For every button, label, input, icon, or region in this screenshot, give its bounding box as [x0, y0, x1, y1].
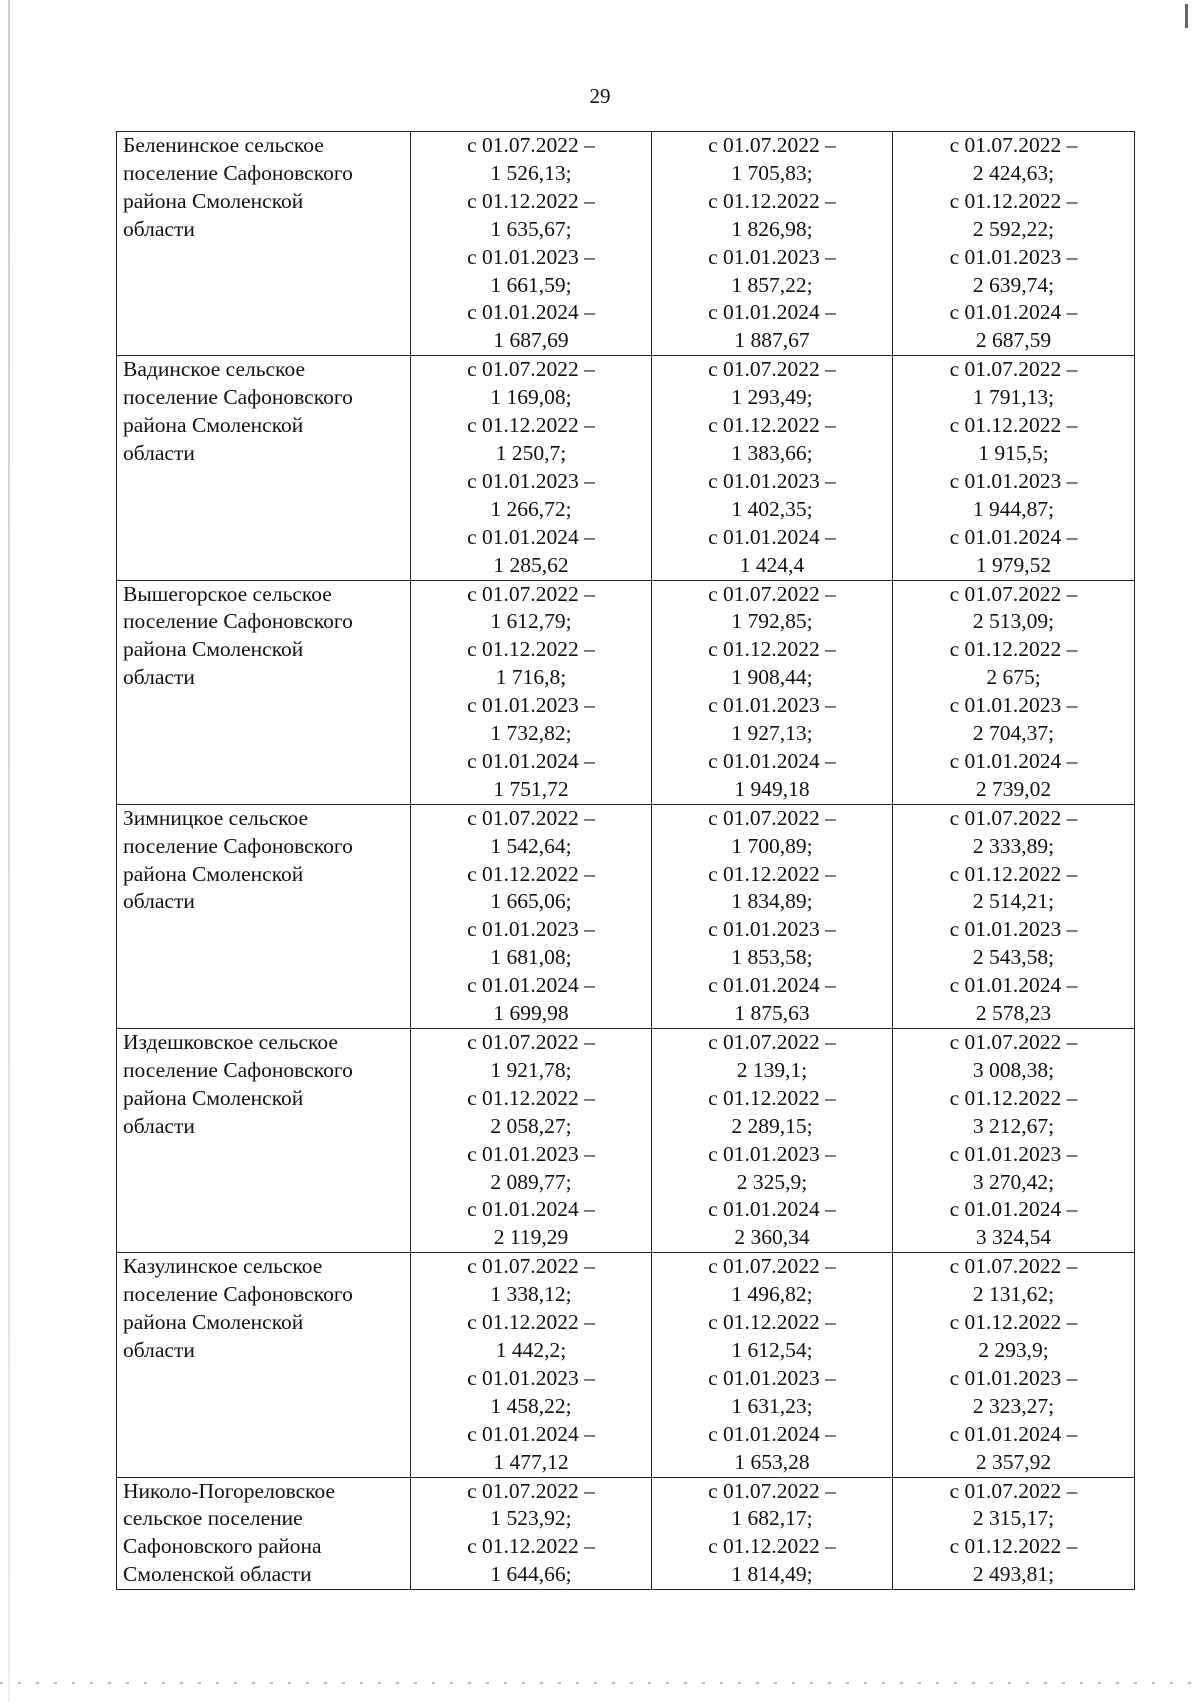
tariff-line: 2 323,27; — [972, 1393, 1055, 1418]
tariff-line: 1 631,23; — [731, 1393, 813, 1418]
settlement-name-line: района Смоленской — [123, 1085, 304, 1110]
tariff-cell-col3 — [893, 804, 1135, 1028]
tariff-line: с 01.01.2024 – — [949, 524, 1078, 549]
table-row — [117, 1477, 1135, 1590]
tariff-line: 1 338,12; — [490, 1282, 572, 1307]
tariff-line: 1 834,89; — [731, 889, 813, 914]
tariff-line: 1 687,69 — [493, 328, 569, 353]
tariff-line: с 01.12.2022 – — [467, 637, 595, 662]
tariff-line: с 01.07.2022 – — [949, 1030, 1078, 1054]
settlement-name-cell — [117, 1477, 411, 1590]
table-row — [117, 1029, 1135, 1253]
tariff-line: 1 887,67 — [734, 328, 810, 353]
settlement-name-line: Беленинское сельское — [123, 133, 324, 157]
tariff-cell-col1 — [411, 132, 652, 356]
tariff-line: 1 681,08; — [490, 945, 572, 970]
tariff-line: с 01.01.2023 – — [467, 693, 595, 718]
settlement-name-line: района Смоленской — [123, 637, 304, 662]
tariff-line: 1 402,35; — [731, 496, 813, 521]
tariff-line: с 01.01.2024 – — [467, 1421, 595, 1446]
tariff-line: с 01.01.2023 – — [949, 693, 1078, 718]
tariff-line: 1 458,22; — [490, 1393, 572, 1418]
scan-edge-bottom — [0, 1682, 1200, 1684]
tariff-line: с 01.01.2024 – — [708, 748, 836, 773]
tariff-line: с 01.07.2022 – — [949, 357, 1078, 382]
tariff-line: с 01.01.2024 – — [949, 300, 1078, 325]
tariff-line: с 01.12.2022 – — [467, 861, 595, 886]
tariff-line: 2 578,23 — [975, 1001, 1052, 1026]
tariff-line: с 01.01.2023 – — [949, 917, 1078, 942]
tariff-line: с 01.01.2023 – — [949, 468, 1078, 493]
settlement-name-line: сельское поселение — [123, 1506, 303, 1531]
tariff-line: 1 949,18 — [734, 776, 810, 801]
tariff-line: 1 700,89; — [731, 833, 813, 858]
table-row — [117, 804, 1135, 1028]
tariff-line: 2 119,29 — [493, 1225, 569, 1250]
scan-mark-top — [1185, 4, 1188, 28]
tariff-table — [116, 131, 1135, 1590]
tariff-line: 1 665,06; — [490, 889, 572, 914]
tariff-line: 1 875,63 — [734, 1001, 810, 1026]
table-row — [117, 132, 1135, 356]
tariff-cell-col2 — [652, 1253, 893, 1477]
tariff-line: 2 325,9; — [736, 1169, 808, 1194]
tariff-line: 2 592,22; — [972, 216, 1055, 241]
settlement-name-line: поселение Сафоновского — [123, 833, 353, 858]
tariff-line: с 01.01.2024 – — [949, 1421, 1078, 1446]
tariff-line: 1 526,13; — [490, 160, 572, 185]
tariff-line: 1 908,44; — [731, 665, 813, 690]
tariff-line: 1 915,5; — [978, 440, 1049, 465]
tariff-line: с 01.01.2023 – — [949, 1365, 1078, 1390]
tariff-line: с 01.07.2022 – — [708, 581, 836, 606]
tariff-line: с 01.07.2022 – — [708, 1254, 836, 1279]
tariff-line: с 01.12.2022 – — [467, 1085, 595, 1110]
tariff-line: с 01.07.2022 – — [708, 357, 836, 382]
settlement-name-cell — [117, 580, 411, 804]
tariff-line: 2 089,77; — [490, 1169, 572, 1194]
tariff-line: 1 682,17; — [731, 1506, 813, 1531]
tariff-line: 2 493,81; — [972, 1562, 1055, 1587]
tariff-line: с 01.01.2023 – — [949, 244, 1078, 269]
tariff-line: с 01.01.2023 – — [708, 1365, 836, 1390]
tariff-line: с 01.01.2023 – — [467, 917, 595, 942]
tariff-line: с 01.01.2023 – — [467, 468, 595, 493]
settlement-name-line: области — [123, 440, 195, 465]
tariff-line: 2 315,17; — [972, 1506, 1055, 1531]
tariff-line: с 01.12.2022 – — [708, 413, 836, 438]
tariff-cell-col3 — [893, 1477, 1135, 1590]
tariff-line: 1 635,67; — [490, 216, 572, 241]
settlement-name-line: Смоленской области — [123, 1562, 312, 1587]
tariff-line: 2 293,9; — [978, 1337, 1049, 1362]
tariff-cell-col3 — [893, 1253, 1135, 1477]
tariff-line: 1 424,4 — [739, 552, 805, 577]
tariff-line: 2 360,34 — [734, 1225, 810, 1250]
tariff-line: с 01.01.2023 – — [708, 693, 836, 718]
tariff-line: с 01.07.2022 – — [708, 1030, 836, 1054]
tariff-line: 1 612,79; — [490, 609, 572, 634]
tariff-line: 2 424,63; — [972, 160, 1055, 185]
tariff-line: 1 944,87; — [972, 496, 1055, 521]
tariff-line: 1 791,13; — [972, 385, 1055, 410]
tariff-line: 2 739,02 — [975, 776, 1052, 801]
tariff-line: с 01.07.2022 – — [467, 1478, 595, 1503]
tariff-line: с 01.01.2023 – — [708, 1141, 836, 1166]
tariff-line: 2 131,62; — [972, 1282, 1055, 1307]
settlement-name-line: Казулинское сельское — [123, 1254, 323, 1279]
settlement-name-line: поселение Сафоновского — [123, 609, 353, 634]
tariff-line: 1 266,72; — [490, 496, 572, 521]
tariff-line: 1 705,83; — [731, 160, 813, 185]
tariff-line: 3 008,38; — [972, 1057, 1055, 1082]
tariff-line: с 01.01.2023 – — [708, 917, 836, 942]
tariff-cell-col3 — [893, 580, 1135, 804]
settlement-name-line: района Смоленской — [123, 188, 304, 213]
tariff-line: с 01.01.2024 – — [467, 748, 595, 773]
tariff-line: с 01.01.2024 – — [467, 1197, 595, 1222]
tariff-line: с 01.01.2024 – — [467, 300, 595, 325]
settlement-name-line: Зимницкое сельское — [123, 805, 309, 830]
tariff-line: с 01.12.2022 – — [467, 413, 595, 438]
tariff-line: с 01.12.2022 – — [708, 188, 836, 213]
tariff-line: с 01.01.2024 – — [708, 973, 836, 998]
tariff-line: с 01.12.2022 – — [708, 1310, 836, 1335]
settlement-name-cell — [117, 804, 411, 1028]
tariff-cell-col2 — [652, 804, 893, 1028]
tariff-line: с 01.01.2023 – — [708, 244, 836, 269]
table-row — [117, 356, 1135, 580]
settlement-name-line: Вадинское сельское — [123, 357, 305, 382]
tariff-cell-col2 — [652, 132, 893, 356]
tariff-line: с 01.12.2022 – — [949, 188, 1078, 213]
tariff-line: с 01.01.2024 – — [949, 973, 1078, 998]
page-number: 29 — [589, 84, 611, 108]
tariff-cell-col3 — [893, 356, 1135, 580]
tariff-line: с 01.01.2024 – — [708, 300, 836, 325]
tariff-line: 1 699,98 — [493, 1001, 569, 1026]
tariff-line: с 01.01.2023 – — [467, 1141, 595, 1166]
tariff-line: с 01.07.2022 – — [467, 805, 595, 830]
tariff-line: 2 675; — [986, 665, 1041, 690]
tariff-line: с 01.12.2022 – — [467, 1534, 595, 1559]
settlement-name-cell — [117, 132, 411, 356]
settlement-name-line: поселение Сафоновского — [123, 385, 353, 410]
tariff-line: с 01.01.2024 – — [949, 748, 1078, 773]
tariff-line: с 01.07.2022 – — [467, 1030, 595, 1054]
tariff-line: с 01.07.2022 – — [467, 1254, 595, 1279]
tariff-line: 1 814,49; — [731, 1562, 813, 1587]
tariff-line: 1 442,2; — [495, 1337, 567, 1362]
tariff-line: с 01.07.2022 – — [467, 581, 595, 606]
tariff-line: 2 058,27; — [490, 1113, 572, 1138]
tariff-line: 1 661,59; — [490, 272, 572, 297]
tariff-line: с 01.12.2022 – — [467, 188, 595, 213]
tariff-line: с 01.01.2024 – — [708, 1421, 836, 1446]
tariff-line: 1 751,72 — [493, 776, 569, 801]
tariff-line: с 01.07.2022 – — [949, 133, 1078, 157]
tariff-line: 1 523,92; — [490, 1506, 572, 1531]
tariff-cell-col2 — [652, 1029, 893, 1253]
tariff-line: 1 612,54; — [731, 1337, 813, 1362]
settlement-name-line: поселение Сафоновского — [123, 1282, 353, 1307]
settlement-name-cell — [117, 356, 411, 580]
tariff-line: 1 921,78; — [490, 1057, 572, 1082]
table-row — [117, 1253, 1135, 1477]
tariff-line: с 01.12.2022 – — [949, 1085, 1078, 1110]
tariff-line: 1 979,52 — [975, 552, 1052, 577]
tariff-line: с 01.12.2022 – — [949, 1534, 1078, 1559]
tariff-line: 1 285,62 — [493, 552, 569, 577]
tariff-line: с 01.12.2022 – — [949, 1310, 1078, 1335]
tariff-cell-col2 — [652, 356, 893, 580]
tariff-line: с 01.01.2024 – — [467, 973, 595, 998]
settlement-name-line: района Смоленской — [123, 861, 304, 886]
tariff-line: 1 542,64; — [490, 833, 572, 858]
tariff-line: 2 289,15; — [731, 1113, 813, 1138]
settlement-name-line: области — [123, 889, 195, 914]
settlement-name-line: области — [123, 665, 195, 690]
tariff-line: с 01.07.2022 – — [949, 1478, 1078, 1503]
tariff-line: 2 333,89; — [972, 833, 1055, 858]
tariff-line: с 01.01.2024 – — [708, 1197, 836, 1222]
tariff-line: 1 644,66; — [490, 1562, 572, 1587]
tariff-line: 2 639,74; — [972, 272, 1055, 297]
tariff-line: 1 732,82; — [490, 721, 572, 746]
tariff-line: 1 927,13; — [731, 721, 813, 746]
tariff-cell-col3 — [893, 1029, 1135, 1253]
settlement-name-line: Издешковское сельское — [123, 1030, 338, 1054]
tariff-line: с 01.12.2022 – — [949, 637, 1078, 662]
tariff-cell-col1 — [411, 804, 652, 1028]
tariff-line: 2 513,09; — [972, 609, 1055, 634]
tariff-line: с 01.01.2024 – — [949, 1197, 1078, 1222]
tariff-line: 3 324,54 — [975, 1225, 1052, 1250]
tariff-line: с 01.12.2022 – — [708, 1085, 836, 1110]
tariff-line: 2 704,37; — [972, 721, 1055, 746]
tariff-line: с 01.07.2022 – — [708, 133, 836, 157]
tariff-line: с 01.12.2022 – — [708, 637, 836, 662]
tariff-line: с 01.12.2022 – — [949, 861, 1078, 886]
tariff-line: 1 716,8; — [495, 665, 567, 690]
tariff-line: с 01.07.2022 – — [949, 581, 1078, 606]
settlement-name-line: района Смоленской — [123, 413, 304, 438]
tariff-line: 1 477,12 — [493, 1449, 569, 1474]
tariff-line: с 01.07.2022 – — [949, 805, 1078, 830]
tariff-line: с 01.01.2023 – — [708, 468, 836, 493]
tariff-line: с 01.01.2023 – — [467, 244, 595, 269]
tariff-line: 1 792,85; — [731, 609, 813, 634]
table-row — [117, 580, 1135, 804]
tariff-line: с 01.01.2024 – — [467, 524, 595, 549]
tariff-cell-col1 — [411, 1253, 652, 1477]
tariff-line: с 01.12.2022 – — [708, 1534, 836, 1559]
tariff-line: 1 496,82; — [731, 1282, 813, 1307]
settlement-name-line: Сафоновского района — [123, 1534, 322, 1559]
settlement-name-line: района Смоленской — [123, 1310, 304, 1335]
tariff-line: 1 826,98; — [731, 216, 813, 241]
tariff-line: с 01.07.2022 – — [467, 357, 595, 382]
tariff-line: 1 169,08; — [490, 385, 572, 410]
settlement-name-line: поселение Сафоновского — [123, 160, 353, 185]
settlement-name-cell — [117, 1029, 411, 1253]
tariff-cell-col1 — [411, 1029, 652, 1253]
tariff-line: 3 212,67; — [972, 1113, 1055, 1138]
tariff-line: 2 543,58; — [972, 945, 1055, 970]
settlement-name-line: области — [123, 1337, 195, 1362]
tariff-line: с 01.07.2022 – — [949, 1254, 1078, 1279]
tariff-line: 2 139,1; — [736, 1057, 808, 1082]
tariff-line: 1 293,49; — [731, 385, 813, 410]
settlement-name-line: Николо-Погореловское — [123, 1478, 336, 1503]
settlement-name-line: Вышегорское сельское — [123, 581, 332, 606]
tariff-line: с 01.12.2022 – — [708, 861, 836, 886]
tariff-line: 1 383,66; — [731, 440, 813, 465]
settlement-name-line: области — [123, 216, 195, 241]
tariff-line: с 01.12.2022 – — [467, 1310, 595, 1335]
tariff-cell-col1 — [411, 356, 652, 580]
scan-edge-left — [8, 0, 10, 1702]
tariff-line: с 01.01.2023 – — [467, 1365, 595, 1390]
tariff-line: 1 653,28 — [734, 1449, 810, 1474]
tariff-line: 2 687,59 — [975, 328, 1052, 353]
tariff-line: 3 270,42; — [972, 1169, 1055, 1194]
tariff-line: с 01.01.2023 – — [949, 1141, 1078, 1166]
tariff-cell-col3 — [893, 132, 1135, 356]
tariff-cell-col1 — [411, 580, 652, 804]
tariff-line: с 01.01.2024 – — [708, 524, 836, 549]
tariff-line: 2 514,21; — [972, 889, 1055, 914]
tariff-line: с 01.07.2022 – — [708, 805, 836, 830]
settlement-name-cell — [117, 1253, 411, 1477]
tariff-line: с 01.12.2022 – — [949, 413, 1078, 438]
tariff-cell-col2 — [652, 1477, 893, 1590]
tariff-cell-col1 — [411, 1477, 652, 1590]
tariff-line: 1 853,58; — [731, 945, 813, 970]
tariff-line: 2 357,92 — [975, 1449, 1052, 1474]
tariff-line: с 01.07.2022 – — [708, 1478, 836, 1503]
tariff-line: 1 250,7; — [495, 440, 567, 465]
tariff-line: 1 857,22; — [731, 272, 813, 297]
tariff-cell-col2 — [652, 580, 893, 804]
settlement-name-line: области — [123, 1113, 195, 1138]
tariff-line: с 01.07.2022 – — [467, 133, 595, 157]
settlement-name-line: поселение Сафоновского — [123, 1057, 353, 1082]
